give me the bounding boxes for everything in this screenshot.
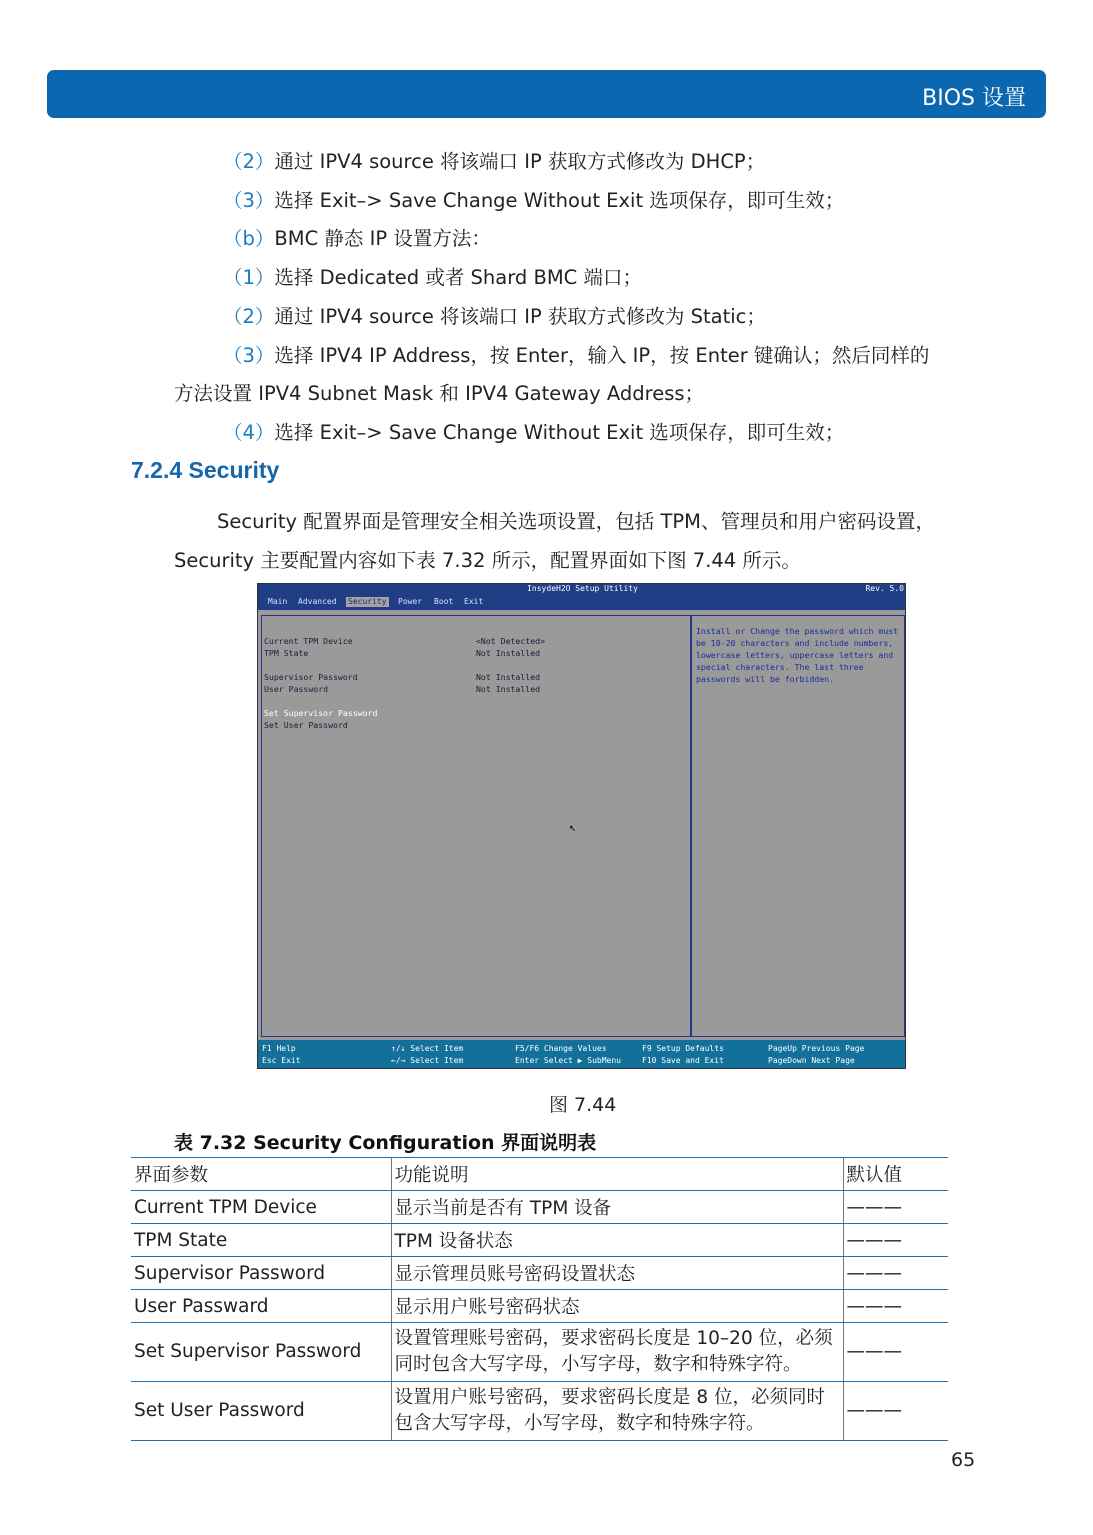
table-row [131, 1290, 948, 1323]
table-cell-desc [391, 1323, 843, 1382]
bios-help-text: Install or Change the password which must be 10-20 characters and include numbers, lowercase letters, uppercase letters and special characters. The last three passwords will be forbidden. [696, 626, 899, 684]
table-row [131, 1191, 948, 1224]
page-number: 65 [951, 1449, 976, 1471]
step-number: （3） [223, 189, 275, 212]
step-text: 通过 IPV4 source 将该端口 IP 获取方式修改为 DHCP； [274, 150, 766, 173]
table-header-row [131, 1158, 948, 1191]
bios-key-select-submenu: Enter Select ▶ SubMenu [515, 1056, 621, 1065]
bios-key-setup-defaults: F9 Setup Defaults [642, 1044, 724, 1053]
step-text: BMC 静态 IP 设置方法： [274, 227, 491, 250]
mouse-cursor-icon: ↖ [569, 820, 577, 834]
step-item [223, 417, 844, 445]
bios-tab-security[interactable]: Security [348, 597, 387, 606]
table-cell-default: ——— [843, 1191, 948, 1224]
step-number: （1） [223, 266, 275, 289]
table-cell-default: ——— [843, 1257, 948, 1290]
bios-title: InsydeH2O Setup Utility [527, 584, 638, 593]
step-continuation: 方法设置 IPV4 Subnet Mask 和 IPV4 Gateway Address； [174, 382, 705, 405]
bios-tab-main[interactable]: Main [268, 597, 288, 606]
bios-item-value: Not Installed [476, 648, 541, 658]
table-cell-param: Set User Password [131, 1382, 391, 1441]
table-row [131, 1323, 948, 1382]
bios-item-set-supervisor-password[interactable]: Set Supervisor Password [264, 708, 378, 718]
step-number: （b） [223, 227, 275, 250]
table-cell-param: Current TPM Device [131, 1191, 391, 1224]
bios-item-label[interactable]: TPM State [264, 648, 309, 658]
table-cell-desc: 显示当前是否有 TPM 设备 [391, 1191, 843, 1224]
table-cell-param: Set Supervisor Password [131, 1323, 391, 1382]
bios-title-bar [258, 584, 906, 594]
bios-key-save-exit: F10 Save and Exit [642, 1056, 724, 1065]
table-cell-desc-line: 设置管理账号密码，要求密码长度是 10–20 位，必须 [394, 1328, 833, 1349]
step-number: （2） [223, 305, 275, 328]
bios-item-value: Not Installed [476, 672, 541, 682]
step-number: （4） [223, 421, 275, 444]
bios-key-select-item: ↑/↓ Select Item [391, 1044, 464, 1053]
security-config-table [131, 1157, 948, 1441]
figure-caption: 图 7.44 [549, 1094, 617, 1116]
table-header-default: 默认值 [843, 1158, 948, 1191]
step-text: 选择 Dedicated 或者 Shard BMC 端口； [274, 266, 642, 289]
table-cell-desc-line: 包含大写字母，小写字母，数字和特殊字符。 [394, 1413, 765, 1434]
step-item [223, 185, 844, 213]
bios-key-select-item-2: ←/→ Select Item [391, 1056, 464, 1065]
table-cell-param: TPM State [131, 1224, 391, 1257]
table-cell-desc: TPM 设备状态 [391, 1224, 843, 1257]
table-cell-desc: 显示用户账号密码状态 [391, 1290, 843, 1323]
bios-item-set-user-password[interactable]: Set User Password [264, 720, 348, 730]
bios-tab-advanced[interactable]: Advanced [298, 597, 337, 606]
step-text: 选择 Exit–> Save Change Without Exit 选项保存，即可生效； [274, 421, 845, 444]
step-text: 通过 IPV4 source 将该端口 IP 获取方式修改为 Static； [274, 305, 766, 328]
table-header-param: 界面参数 [131, 1158, 391, 1191]
bios-screenshot [257, 583, 906, 1069]
bios-revision: Rev. 5.0 [865, 584, 904, 593]
bios-key-help: F1 Help [262, 1044, 296, 1053]
step-item [223, 340, 929, 368]
table-cell-default: ——— [843, 1323, 948, 1382]
table-cell-default: ——— [843, 1224, 948, 1257]
chapter-header-bar [47, 70, 1046, 118]
table-cell-desc-line: 同时包含大写字母，小写字母，数字和特殊字符。 [394, 1354, 802, 1375]
step-number: （3） [223, 344, 275, 367]
step-item [223, 262, 642, 290]
bios-item-value: <Not Detected> [476, 636, 546, 646]
step-item [223, 301, 766, 329]
bios-tab-bar [258, 594, 906, 610]
chapter-title: BIOS 设置 [922, 86, 1026, 111]
bios-tab-boot[interactable]: Boot [434, 597, 454, 606]
bios-item-label[interactable]: User Password [264, 684, 329, 694]
step-item [223, 223, 491, 251]
table-cell-default: ——— [843, 1382, 948, 1441]
bios-help-panel [691, 615, 905, 1037]
table-row [131, 1224, 948, 1257]
step-item [223, 146, 765, 174]
bios-key-next-page: PageDown Next Page [768, 1056, 855, 1065]
table-header-desc: 功能说明 [391, 1158, 843, 1191]
bios-key-change-values: F5/F6 Change Values [515, 1044, 607, 1053]
section-paragraph-line1: Security 配置界面是管理安全相关选项设置，包括 TPM、管理员和用户密码设置， [217, 510, 935, 533]
bios-item-label[interactable]: Supervisor Password [264, 672, 358, 682]
bios-item-value: Not Installed [476, 684, 541, 694]
table-cell-desc: 显示管理员账号密码设置状态 [391, 1257, 843, 1290]
table-cell-desc [391, 1382, 843, 1441]
section-heading: 7.2.4 Security [131, 457, 280, 483]
table-cell-param: User Passward [131, 1290, 391, 1323]
bios-key-previous-page: PageUp Previous Page [768, 1044, 865, 1053]
table-cell-desc-line: 设置用户账号密码，要求密码长度是 8 位，必须同时 [394, 1387, 826, 1408]
table-caption: 表 7.32 Security Configuration 界面说明表 [174, 1132, 597, 1154]
step-text: 选择 IPV4 IP Address，按 Enter，输入 IP，按 Enter 键确认；然后同样的 [274, 344, 930, 367]
table-row [131, 1257, 948, 1290]
bios-main-panel [261, 615, 691, 1037]
bios-tab-power[interactable]: Power [398, 597, 423, 606]
table-cell-default: ——— [843, 1290, 948, 1323]
section-paragraph-line2: Security 主要配置内容如下表 7.32 所示，配置界面如下图 7.44 所示。 [174, 549, 801, 572]
table-cell-param: Supervisor Password [131, 1257, 391, 1290]
step-text: 选择 Exit–> Save Change Without Exit 选项保存，即可生效； [274, 189, 845, 212]
bios-tab-exit[interactable]: Exit [464, 597, 484, 606]
bios-key-exit: Esc Exit [262, 1056, 301, 1065]
bios-item-label[interactable]: Current TPM Device [264, 636, 353, 646]
step-number: （2） [223, 150, 275, 173]
bios-footer [258, 1040, 906, 1069]
table-row [131, 1382, 948, 1441]
